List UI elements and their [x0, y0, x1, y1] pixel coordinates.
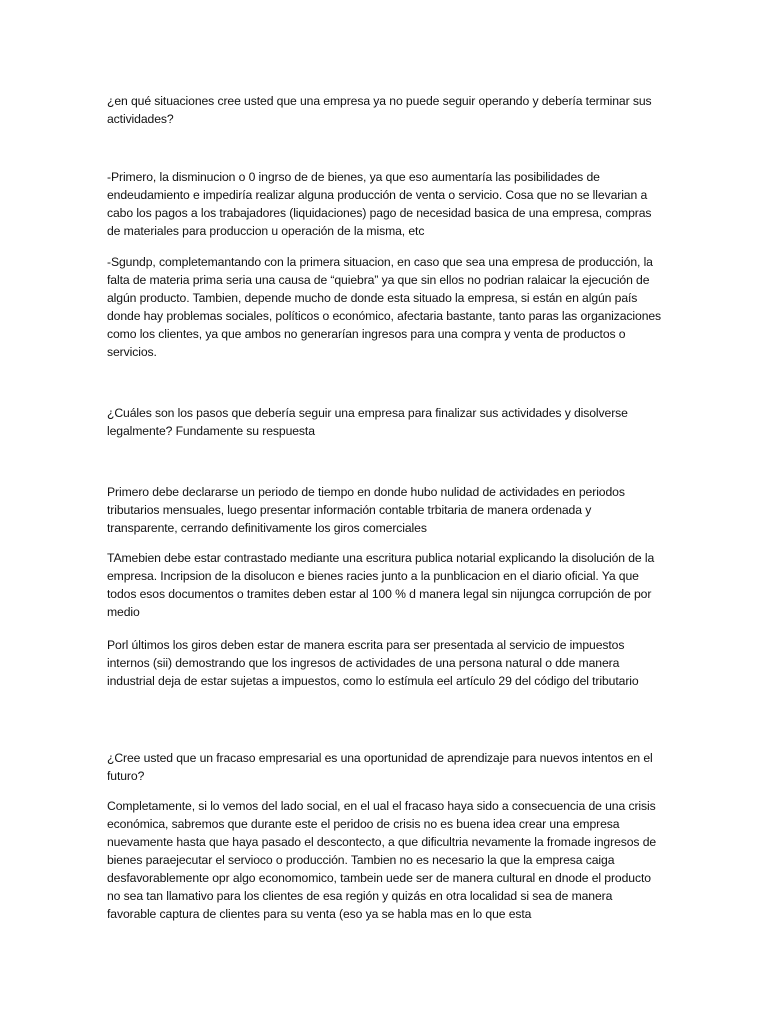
answer-2-paragraph-2: TAmebien debe estar contrastado mediante una escritura publica notarial explicando la disolución de la empresa. Incripsion de la disolucon e bienes racies junto a la punblicacion en el diario oficial. Ya que todos esos documentos o tramites deben estar al 100 % d manera legal sin nijungca corrupción de por medio	[107, 551, 655, 619]
answer-2-paragraph-3: Porl últimos los giros deben estar de manera escrita para ser presentada al servicio de impuestos internos (sii) demostrando que los ingresos de actividades de una persona natural o dde manera industrial deja de estar sujetas a impuestos, como lo estímula eel artículo 29 del código del tributario	[107, 638, 639, 688]
question-2: ¿Cuáles son los pasos que debería seguir una empresa para finalizar sus actividades y disolverse legalmente? Fundamente su respuesta	[107, 406, 628, 438]
answer-1-paragraph-2: -Sgundp, completemantando con la primera situacion, en caso que sea una empresa de producción, la falta de materia prima seria una causa de “quiebra” ya que sin ellos no podrian ralaicar la ejecución de algún producto. Tambien, depende mucho de donde esta situado la empresa, si están en algún país donde hay problemas sociales, políticos o económico, afectaria bastante, tanto paras las organizaciones como los clientes, ya que ambos no generarían ingresos para una compra y venta de productos o servicios.	[107, 255, 662, 359]
answer-1-paragraph-1: -Primero, la disminucion o 0 ingrso de de bienes, ya que eso aumentaría las posibilidades de endeudamiento e impediría realizar alguna producción de venta o servicio. Cosa que no se llevarian a cabo los pagos a los trabajadores (liquidaciones) pago de necesidad basica de una empresa, compras de materiales para produccion u operación de la misma, etc	[107, 170, 652, 238]
question-1: ¿en qué situaciones cree usted que una empresa ya no puede seguir operando y debería terminar sus actividades?	[107, 94, 652, 126]
question-3: ¿Cree usted que un fracaso empresarial es una oportunidad de aprendizaje para nuevos intentos en el futuro?	[107, 751, 653, 783]
answer-2-paragraph-1: Primero debe declararse un periodo de tiempo en donde hubo nulidad de actividades en periodos tributarios mensuales, luego presentar información contable trbitaria de manera ordenada y transparente, cerrando definitivamente los giros comerciales	[107, 485, 625, 535]
answer-3-paragraph-1: Completamente, si lo vemos del lado social, en el ual el fracaso haya sido a consecuencia de una crisis económica, sabremos que durante este el peridoo de crisis no es buena idea crear una empresa nuevamente hasta que haya pasado el descontecto, a que dificultria nevamente la fromade ingresos de bienes paraejecutar el servioco o producción. Tambien no es necesario la que la empresa caiga desfavorablemente opr algo economomico, tambein uede ser de manera cultural en dnode el producto no sea tan llamativo para los clientes de esa región y quizás en otra localidad si sea de manera favorable captura de clientes para su venta (eso ya se habla mas en lo que esta	[107, 799, 657, 921]
